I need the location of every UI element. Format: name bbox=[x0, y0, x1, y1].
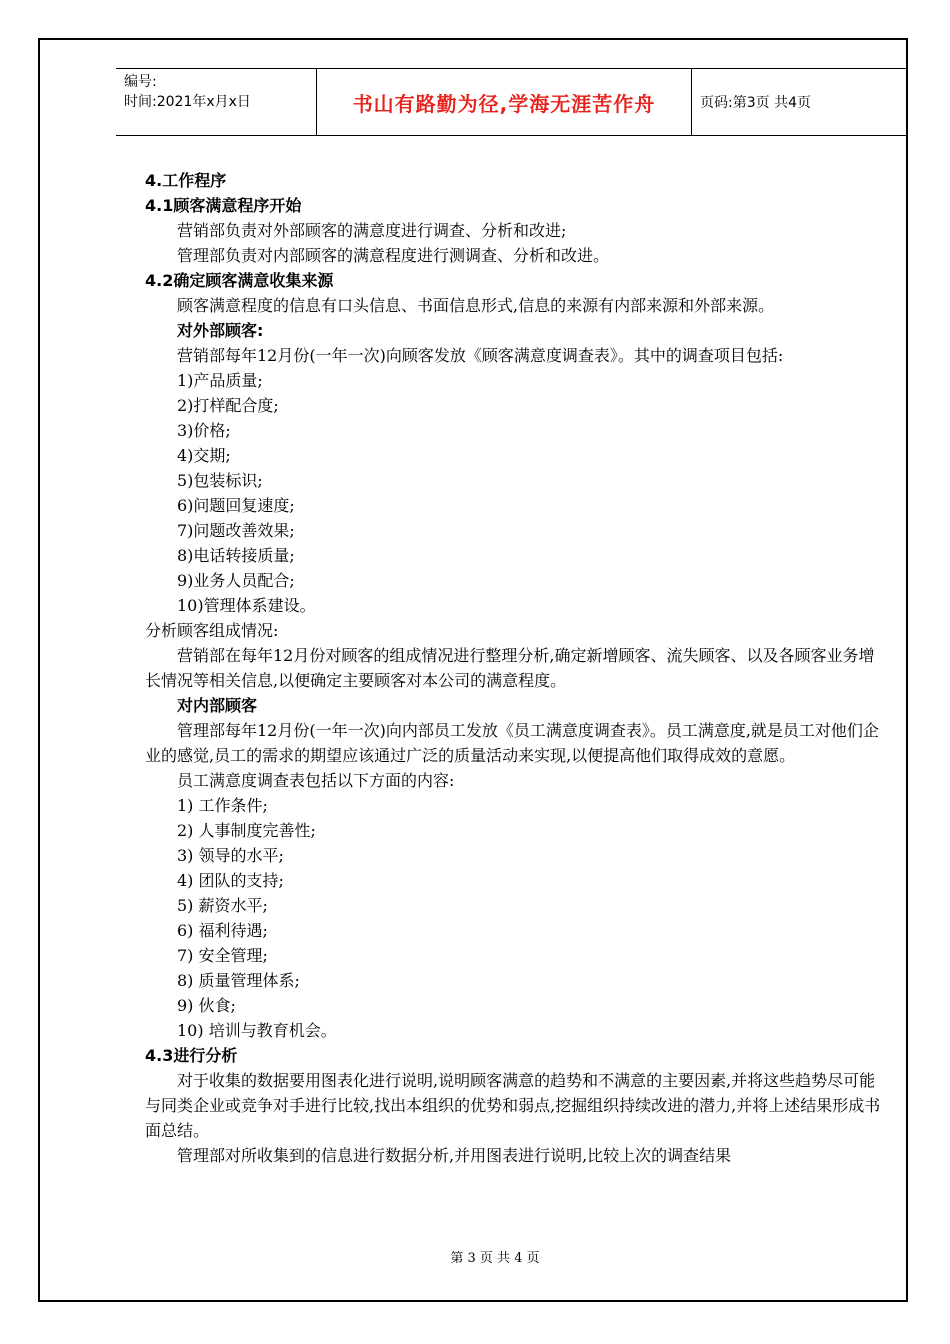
analysis-title: 分析顾客组成情况: bbox=[145, 621, 279, 640]
internal-survey-list bbox=[145, 793, 885, 1043]
list-item: 8)电话转接质量; bbox=[177, 546, 295, 565]
list-item: 1) 工作条件; bbox=[177, 796, 268, 815]
section-4-3-para-1: 对于收集的数据要用图表化进行说明,说明顾客满意的趋势和不满意的主要因素,并将这些趋势尽可能与同类企业或竞争对手进行比较,找出本组织的优势和弱点,挖掘组织持续改进的潜力,并将上述结果形成书面总结。 bbox=[145, 1071, 881, 1140]
section-4-1-para-1: 营销部负责对外部顾客的满意度进行调查、分析和改进; bbox=[177, 221, 567, 240]
header-motto-cell bbox=[316, 68, 692, 136]
section-4-3-para-2: 管理部对所收集到的信息进行数据分析,并用图表进行说明,比较上次的调查结果 bbox=[177, 1146, 732, 1165]
external-customer-title: 对外部顾客: bbox=[177, 321, 264, 340]
list-item: 7) 安全管理; bbox=[177, 946, 268, 965]
header-table bbox=[116, 68, 908, 136]
list-item: 7)问题改善效果; bbox=[177, 521, 295, 540]
section-4-1-title: 4.1顾客满意程序开始 bbox=[145, 196, 302, 215]
section-4-3-title: 4.3进行分析 bbox=[145, 1046, 238, 1065]
list-item: 10) 培训与教育机会。 bbox=[177, 1021, 337, 1040]
list-item: 2)打样配合度; bbox=[177, 396, 279, 415]
header-left-cell bbox=[116, 68, 316, 136]
list-item: 8) 质量管理体系; bbox=[177, 971, 300, 990]
list-item: 6)问题回复速度; bbox=[177, 496, 295, 515]
section-4-title: 4.工作程序 bbox=[145, 171, 227, 190]
doc-number-label: 编号: bbox=[124, 74, 157, 90]
header-page-label: 页码:第3页 共4页 bbox=[700, 95, 811, 111]
internal-customer-para-1: 管理部每年12月份(一年一次)向内部员工发放《员工满意度调查表》。员工满意度,就是员工对他们企业的感觉,员工的需求的期望应该通过广泛的质量活动来实现,以便提高他们取得成效的意愿。 bbox=[145, 721, 879, 765]
page-footer: 第 3 页 共 4 页 bbox=[450, 1251, 540, 1266]
list-item: 4) 团队的支持; bbox=[177, 871, 284, 890]
header-motto: 书山有路勤为径,学海无涯苦作舟 bbox=[352, 91, 656, 116]
list-item: 1)产品质量; bbox=[177, 371, 263, 390]
list-item: 3)价格; bbox=[177, 421, 231, 440]
list-item: 4)交期; bbox=[177, 446, 231, 465]
external-survey-list bbox=[145, 368, 885, 618]
list-item: 9) 伙食; bbox=[177, 996, 236, 1015]
external-customer-para: 营销部每年12月份(一年一次)向顾客发放《顾客满意度调查表》。其中的调查项目包括: bbox=[177, 346, 784, 365]
internal-customer-para-2: 员工满意度调查表包括以下方面的内容: bbox=[177, 771, 455, 790]
list-item: 2) 人事制度完善性; bbox=[177, 821, 316, 840]
list-item: 6) 福利待遇; bbox=[177, 921, 268, 940]
list-item: 5)包装标识; bbox=[177, 471, 263, 490]
list-item: 10)管理体系建设。 bbox=[177, 596, 316, 615]
internal-customer-title: 对内部顾客 bbox=[177, 696, 258, 715]
list-item: 5) 薪资水平; bbox=[177, 896, 268, 915]
header-page-cell bbox=[692, 68, 908, 136]
list-item: 3) 领导的水平; bbox=[177, 846, 284, 865]
analysis-para: 营销部在每年12月份对顾客的组成情况进行整理分析,确定新增顾客、流失顾客、以及各顾客业务增长情况等相关信息,以便确定主要顾客对本公司的满意程度。 bbox=[145, 646, 875, 690]
header-bottom-line bbox=[116, 135, 908, 136]
list-item: 9)业务人员配合; bbox=[177, 571, 295, 590]
document-body bbox=[145, 168, 885, 1168]
doc-time-label: 时间:2021年x月x日 bbox=[124, 94, 251, 110]
section-4-2-title: 4.2确定顾客满意收集来源 bbox=[145, 271, 334, 290]
section-4-1-para-2: 管理部负责对内部顾客的满意程度进行测调查、分析和改进。 bbox=[177, 246, 610, 265]
section-4-2-para-1: 顾客满意程度的信息有口头信息、书面信息形式,信息的来源有内部来源和外部来源。 bbox=[177, 296, 775, 315]
